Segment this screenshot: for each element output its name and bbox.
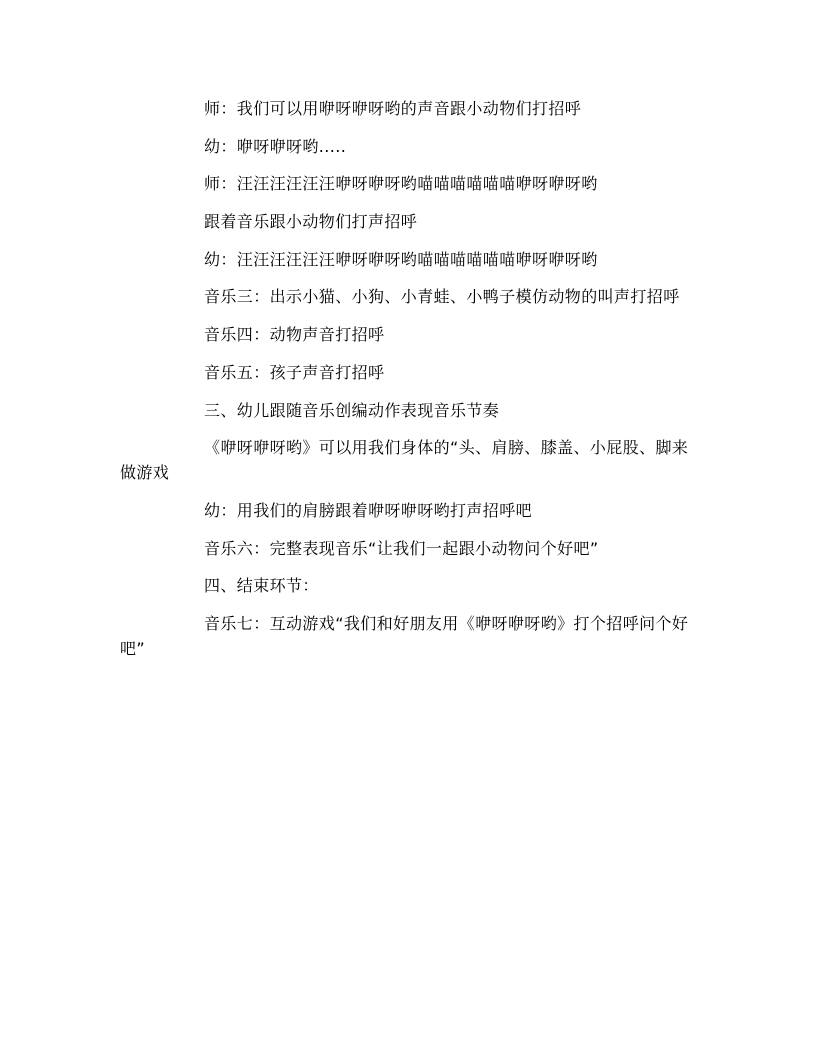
section-heading-four: 四、结束环节： bbox=[204, 576, 319, 596]
paragraph-body-game: 《咿呀咿呀哟》可以用我们身体的“头、肩膀、膝盖、小屁股、脚来做游戏 bbox=[120, 438, 689, 483]
document-body bbox=[120, 96, 695, 674]
paragraph-follow-music: 跟着音乐跟小动物们打声招呼 bbox=[204, 212, 418, 232]
paragraph-teacher-greeting: 师：我们可以用咿呀咿呀哟的声音跟小动物们打招呼 bbox=[204, 99, 582, 118]
paragraph-shoulder-greeting: 幼：用我们的肩膀跟着咿呀咿呀哟打声招呼吧 bbox=[204, 500, 533, 520]
paragraph-teacher-animal-sounds: 师：汪汪汪汪汪汪咿呀咿呀哟喵喵喵喵喵喵咿呀咿呀哟 bbox=[204, 174, 598, 194]
paragraph-music-six: 音乐六：完整表现音乐“让我们一起跟小动物问个好吧” bbox=[204, 538, 599, 558]
paragraph-music-four: 音乐四：动物声音打招呼 bbox=[204, 325, 385, 345]
paragraph-music-five: 音乐五：孩子声音打招呼 bbox=[204, 362, 385, 382]
section-heading-three: 三、幼儿跟随音乐创编动作表现音乐节奏 bbox=[204, 400, 500, 420]
paragraph-child-response: 幼：咿呀咿呀哟..... bbox=[204, 136, 347, 156]
paragraph-child-animal-sounds: 幼：汪汪汪汪汪汪咿呀咿呀哟喵喵喵喵喵喵咿呀咿呀哟 bbox=[204, 249, 598, 269]
paragraph-music-seven: 音乐七：互动游戏“我们和好朋友用《咿呀咿呀哟》打个招呼问个好吧” bbox=[120, 613, 689, 658]
paragraph-music-three: 音乐三：出示小猫、小狗、小青蛙、小鸭子模仿动物的叫声打招呼 bbox=[204, 287, 680, 307]
